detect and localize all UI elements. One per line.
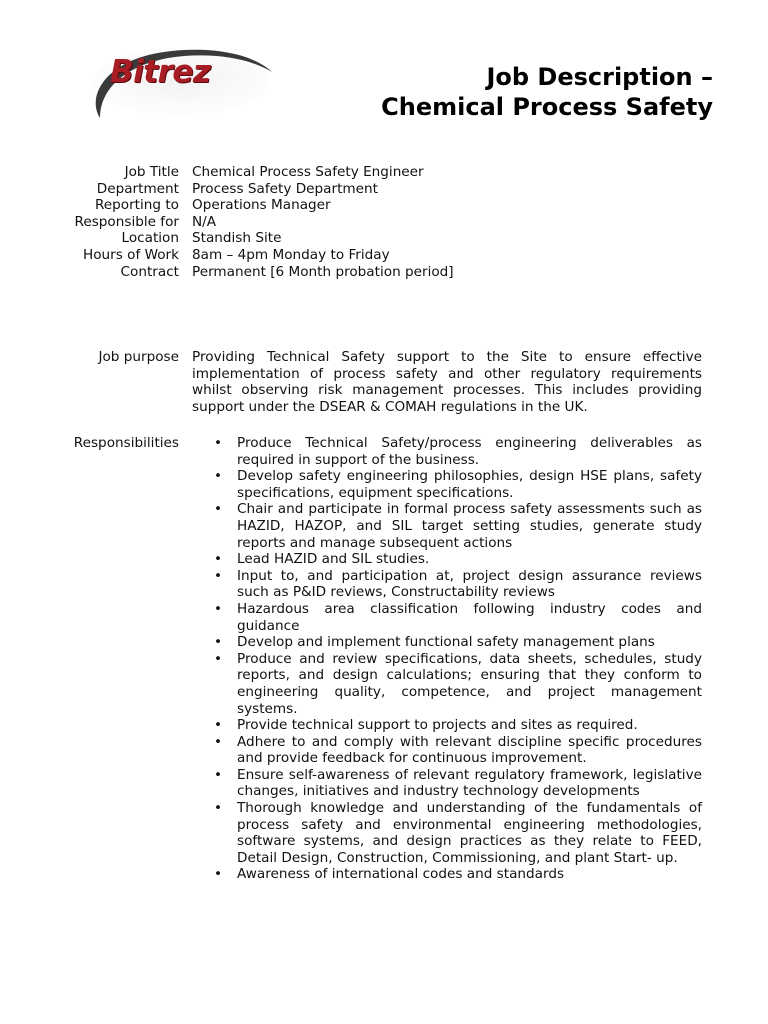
bullet-icon: • [214, 800, 223, 817]
list-item: • Adhere to and comply with relevant discipline specific procedures and provide feedback for continuous improvement. [214, 733, 702, 767]
title-line-2: Chemical Process Safety [381, 93, 713, 121]
bullet-icon: • [214, 435, 223, 451]
bullet-icon: • [214, 567, 223, 584]
detail-row-job-title [70, 164, 710, 181]
detail-value: Standish Site [192, 230, 282, 247]
responsibilities-section [70, 435, 710, 883]
detail-value: N/A [192, 213, 217, 230]
job-purpose-label: Job purpose [98, 349, 179, 365]
bullet-icon: • [214, 634, 223, 651]
job-purpose-text: Providing Technical Safety support to the Site to ensure effective implementation of process safety and other regulatory requirements whilst observing risk management processes. This includes providing support under the DSEAR & COMAH regulations in the UK. [192, 349, 702, 415]
detail-label: Reporting to [94, 197, 179, 214]
bullet-icon: • [214, 733, 223, 750]
detail-label: Location [121, 230, 179, 247]
bitrez-logo [86, 46, 276, 124]
detail-row-contract [70, 264, 710, 281]
detail-row-location [70, 230, 710, 247]
detail-value: Permanent [6 Month probation period] [192, 263, 454, 280]
bullet-icon: • [214, 766, 223, 783]
job-purpose-section [70, 349, 710, 415]
document-title [381, 62, 713, 122]
detail-row-department [70, 181, 710, 198]
detail-label: Responsible for [74, 213, 179, 230]
list-item: • Chair and participate in formal process safety assessments such as HAZID, HAZOP, and SIL target setting studies, generate study reports and manage subsequent actions [214, 501, 702, 551]
detail-value: Process Safety Department [192, 180, 378, 197]
detail-row-hours-of-work [70, 247, 710, 264]
detail-row-responsible-for [70, 214, 710, 231]
responsibilities-label: Responsibilities [73, 435, 179, 451]
list-item: • Produce and review specifications, data sheets, schedules, study reports, and design calculations; ensuring that they conform to engineering quality, competence, and project management systems. [214, 650, 702, 717]
detail-value: Operations Manager [192, 197, 331, 214]
list-item: • Lead HAZID and SIL studies. [214, 551, 430, 568]
bullet-icon: • [214, 501, 223, 518]
detail-label: Hours of Work [83, 246, 179, 263]
list-item: • Develop safety engineering philosophies, design HSE plans, safety specifications, equipment specifications. [214, 468, 702, 501]
bullet-icon: • [214, 717, 223, 734]
detail-label: Contract [120, 263, 179, 280]
list-item: • Hazardous area classification following industry codes and guidance [214, 600, 702, 634]
bullet-icon: • [214, 468, 223, 485]
detail-row-reporting-to [70, 197, 710, 214]
bullet-icon: • [214, 600, 223, 617]
detail-label: Job Title [124, 164, 179, 180]
detail-value: 8am – 4pm Monday to Friday [192, 246, 390, 263]
list-item: • Produce Technical Safety/process engineering deliverables as required in support of the business. [214, 435, 702, 468]
bullet-icon: • [214, 866, 223, 883]
responsibilities-list [192, 435, 702, 883]
bullet-icon: • [214, 551, 223, 568]
title-line-1: Job Description – [486, 63, 713, 91]
list-item: • Provide technical support to projects and sites as required. [214, 717, 638, 734]
detail-label: Department [96, 180, 179, 197]
list-item: • Awareness of international codes and standards [214, 866, 565, 883]
list-item: • Ensure self-awareness of relevant regulatory framework, legislative changes, initiatives and industry technology developments [214, 766, 702, 800]
logo-text: Bitrez [110, 54, 211, 90]
job-details-table [70, 164, 710, 280]
list-item: • Thorough knowledge and understanding of the fundamentals of process safety and environmental engineering methodologies, software systems, and design practices as they relate to FEED, Detail Design, Construction, Commissioning, and plant Start- up. [214, 800, 702, 866]
list-item: • Input to, and participation at, project design assurance reviews such as P&ID reviews, Constructability reviews [214, 567, 702, 601]
bullet-icon: • [214, 650, 223, 667]
detail-value: Chemical Process Safety Engineer [192, 164, 424, 180]
list-item: • Develop and implement functional safety management plans [214, 634, 655, 651]
